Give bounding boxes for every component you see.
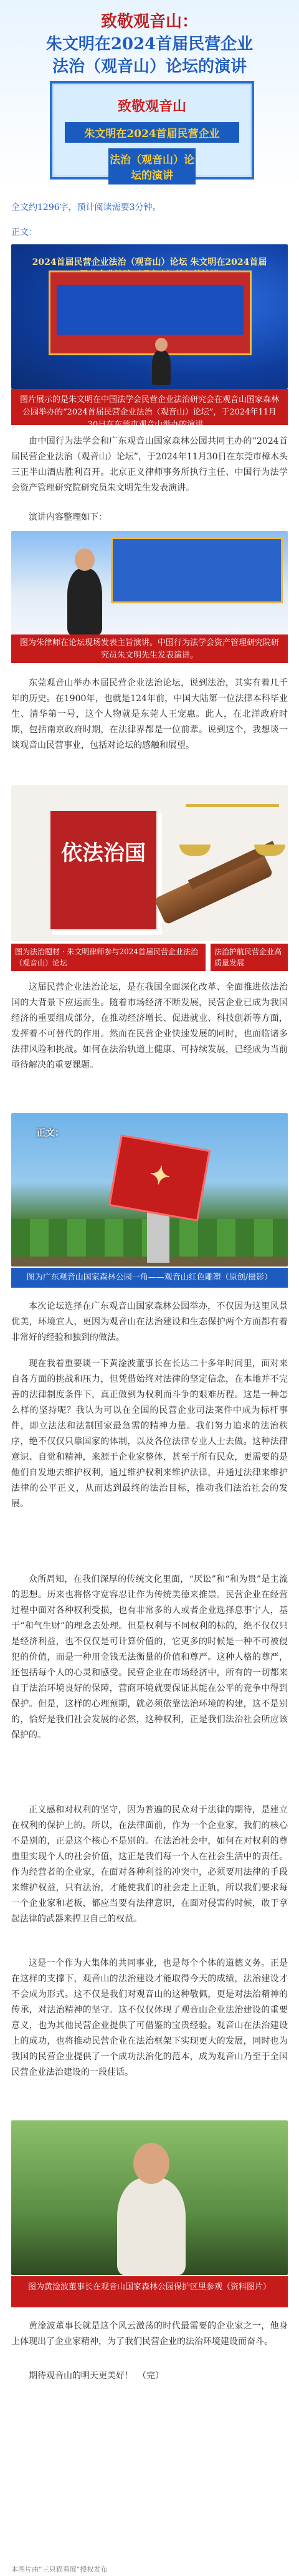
stage-screen-title: 2024首届民营企业法治（观音山）论坛 朱文明在2024首届: [32, 257, 267, 267]
scales-icon: [186, 804, 279, 882]
speaker-face: [75, 548, 95, 571]
title-line-1: 致敬观音山：: [100, 12, 198, 31]
paragraph-intro: 由中国行为法学会和广东观音山国家森林公园共同主办的“2024首届民营企业法治（观音山）论坛”，于2024年11月30日在东莞市樟木头三正半山酒店胜利召开。北京正义律师事务所执行主任、中国行为法学会资产管理研究院研究员朱文明先生发表演讲。: [11, 436, 288, 493]
reading-time-note: 全文约1296字，预计阅读需要3分钟。: [11, 203, 161, 213]
paragraph-venue: 本次论坛选择在广东观音山国家森林公园举办，不仅因为这里风景优美，环境宜人，更因为观音山在法治建设和生态保护两个方面都有着非常好的经验和独到的做法。: [11, 1301, 288, 1343]
photo3-caption-right: 法治护航民营企业高质量发展: [211, 944, 288, 971]
photo3-caption-left: 图为法治题材 · 朱文明律师参与2024首届民营企业法治（观音山）论坛: [11, 944, 206, 971]
paragraph-closing: 期待观音山的明天更美好！ （完）: [29, 2371, 164, 2381]
speaker-backdrop: [111, 537, 283, 603]
photo-rule-of-law: [11, 785, 288, 941]
intro-label: 正文：: [11, 227, 37, 237]
banner-line-3: 法治（观音山）论坛的演讲: [108, 148, 196, 184]
paragraph-tradition: 众所周知，在我们深厚的传统文化里面，“厌讼”和“和为贵”是主流的思想。历来也将恪守宽容忍让作为传统美德来推崇。民营企业在经营过程中面对各种权利受损，也有非常多的人或者企业选择息事宁人，基于“和气生财”的理念去处理。但是权利与不同权利的标的，绝不仅仅只是经济利益，也不仅仅是可计算价值的，它更多的时候是一种不可被侵犯的价值，而是一种用金钱无法衡量的价值和尊严。这种人格的尊严，还包括每个人的心灵和感受。民营企业在市场经济中，所有的一切都来自于法治环境良好的保障，营商环境就要保证其能在公平的竞争中得到保护。但是，这样的心理预期，就必须依靠法治环境的构建，这不是别的，恰好是我们社会发展的必然，这种权利，正是我们法治社会所应该保护的。: [11, 1574, 288, 1740]
footer-note: 本图片由“三只猫看展”授权发布: [11, 2565, 108, 2574]
photo2-caption: 图为朱律师在论坛现场发表主旨演讲。中国行为法学会资产管理研究院研究员朱文明先生发表演讲。: [11, 634, 288, 663]
stage-screen: [49, 271, 252, 355]
title-banner-image: [50, 81, 254, 180]
speaker-body: [67, 568, 102, 634]
paragraph-speech-label: 演讲内容整理如下：: [29, 512, 107, 522]
paragraph-rights: 正义感和对权利的坚守，因为普遍的民众对于法律的期待，是建立在权利的保护上的。所以，在法律面前，作为一个企业家，我们的核心不是别的，正是这个核心不是别的。在法治社会中，如何在对权利的尊重里实现个人的社会价值，这正是我们每一个人在社会生活中的责任。作为经营者的企业家，在面对各种利益的冲突中，必须要用法律的手段来维护权益，只有法治，才能使我们的社会走上正轨，所以我们要求每一个企业家和老板，都应当要有法律意识，在面对侵害的时候，敢于拿起法律的武器来捍卫自己的权益。: [11, 1805, 288, 1924]
photo1-caption: 图片展示的是朱文明在中国法学会民营企业法治研究会在观音山国家森林公园举办的“2024首届民营企业法治（观音山）论坛”，于2024年11月30日在东莞市观音山举办的演讲。: [11, 389, 288, 425]
red-sculpture: ✦: [108, 1134, 211, 1222]
photo4-label: 正文：: [36, 1127, 65, 1138]
banner-line-1: 致敬观音山: [117, 98, 186, 115]
photo-chairman: [11, 2120, 288, 2275]
speaker-figure: [152, 350, 171, 385]
paragraph-background: 这届民营企业法治论坛，是在我国全面深化改革、全面推进依法治国的大背景下应运而生。随着市场经济不断发展，民营企业已成为我国经济的重要组成部分，在推动经济增长、促进就业、科技创新等方面，发挥着不可替代的作用。然而在民营企业快速发展的同时，也面临诸多法律风险和挑战。如何在法治轨道上健康、可持续发展，已经成为当前亟待解决的重要课题。: [11, 982, 288, 1070]
photo4-caption: 图为广东观音山国家森林公园一角——观音山红色雕塑（原创/摄影）: [11, 1268, 288, 1288]
title-line-2: 朱文明在2024首届民营企业: [45, 35, 254, 54]
banner-line-2: 朱文明在2024首届民营企业: [65, 122, 239, 143]
photo-forum-stage: [11, 244, 288, 389]
paragraph-chairman: 现在我着重要谈一下黄淦波董事长在长达二十多年时间里，面对来自各方面的挑战和压力，但凭借始终对法律的坚定信念，在本地并不完善的法律制度条件下，真正做到为权利而斗争的艰难历程。这是一种怎么样的坚持呢？我认为可以在全国的民营企业司法案件中成为标杆事件，即立法法和法制国家最急需的精神力量。我们努力追求的法治秩序，绝不仅仅只靠国家的体制，以及各位法律专业人士去做。这种法律意识、自觉和精神，来源于企业家整体，甚至于所有民众，更需要的是他们自发地去维护权利，通过维护权利来维护法律，并通过法律来维护法律的公平正义，从而达到最终的法治目标，推动我们法治社会的发展。: [11, 1359, 288, 1509]
paragraph-wang-chonghui: 东莞观音山举办本届民营企业法治论坛，说到法治，其实有着几千年的历史。在1900年，也就是124年前，中国大陆第一位法律本科毕业生、清华第一号，这个人物就是东莞人王宠惠。此人，在北洋政府时期，包括南京政府时期，在法律界都是一位前辈。说到这个，我想谈一谈观音山民营事业，包括对论坛的感触和展望。: [11, 678, 288, 750]
photo-speaker: [11, 531, 288, 634]
paragraph-collective: 这是一个作为大集体的共同事业，也是每个个体的道德义务。正是在这样的支撑下，观音山的法治建设才能取得今天的成绩，法治建设才不会成为形式。这不仅是我们对观音山的这种敬佩，更是对法治精神的传承，对法治精神的坚守。这不仅仅体现了观音山企业法治建设的重要意义，也为其他民营企业提供了可借鉴的宝贵经验。观音山在法治建设上的成功，也将推动民营企业在法治框架下实现更大的发展，同时也为我国的民营企业提供了一个成功法治化的范本，成为观音山乃至于全国民营企业法治建设的一段佳话。: [11, 1958, 288, 2077]
chairman-face: [133, 2143, 169, 2184]
photo5-caption: 图为黄淦波董事长在观音山国家森林公园保护区里参观（资料图片）: [11, 2276, 288, 2307]
paragraph-entrepreneur: 黄淦波董事长就是这个风云激荡的时代最需要的企业家之一，他身上体现出了企业家精神，为了我们民营企业的法治环境建设而奋斗。: [11, 2321, 288, 2347]
law-book-icon: [49, 809, 158, 931]
law-book-title: 依法治国: [61, 841, 146, 866]
title-line-3: 法治（观音山）论坛的演讲: [52, 57, 247, 76]
speaker-head: [155, 338, 168, 352]
photo-sculpture: [11, 1113, 288, 1266]
chairman-body: [117, 2178, 186, 2275]
article-header: [0, 0, 299, 187]
